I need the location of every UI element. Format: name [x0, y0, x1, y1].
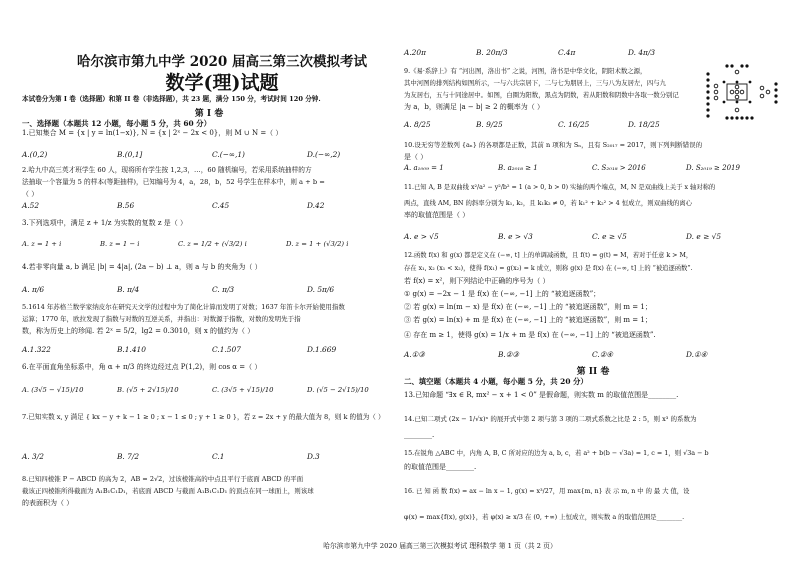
option: A. e > √5 — [404, 232, 439, 241]
question-9-options — [404, 120, 698, 129]
option: B. 7/2 — [117, 452, 140, 461]
option: B.56 — [117, 201, 135, 210]
option: B.1.410 — [117, 345, 146, 354]
option: C. e ≥ √5 — [592, 232, 627, 241]
question-9-line-4: 为 a，b，则满足 |a − b| ≥ 2 的概率为（ ） — [404, 103, 545, 111]
exam-note: 本试卷分为第 I 卷（选择题）和第 II 卷（非选择题），共 23 题，满分 150 分，考试时间 120 分钟. — [22, 95, 321, 103]
question-12-line-3: 若 f(x) = x²，则下列结论中正确的序号为（ ） — [404, 277, 550, 285]
question-8-line-2: 截该正四棱锥所得截面为 A₁B₁C₁D₁，若底面 ABCD 与截面 A₁B₁C₁D₁ 的顶点在同一球面上，则该球 — [22, 487, 314, 495]
question-12-statement-4: ④ 存在 m ≥ 1，使得 g(x) = 1/x + m 是 f(x) 在 (−∞, −1] 上的 “被追逐函数”. — [404, 331, 656, 339]
option: C. 16/25 — [558, 120, 590, 129]
question-8-options — [404, 48, 698, 57]
hetu-diagram — [702, 62, 782, 124]
option: C. S₂₀₁₈ > 2016 — [592, 164, 646, 172]
question-3-options — [22, 240, 396, 248]
option: C.(−∞,1) — [212, 150, 245, 159]
option: B. 9/25 — [476, 120, 503, 129]
question-8-line-1: 8.已知四棱锥 P − ABCD 的高为 2，AB = 2√2，过该棱锥高的中点且平行于底面 ABCD 的平面 — [22, 475, 304, 483]
subject-title: 数学(理)试题 — [165, 72, 279, 94]
option: A.①③ — [404, 350, 425, 359]
question-5-line-2: 运算；1770 年，欧拉发现了指数与对数的互逆关系，并指出：对数源于指数，对数的发明先于指 — [22, 315, 301, 323]
question-8-line-3: 的表面积为（ ） — [22, 499, 74, 507]
option: B. π/4 — [117, 285, 140, 294]
question-11-line-2: 两点，直线 AM, BN 的斜率分别为 k₁, k₂，且 k₁k₂ ≠ 0，若 k₁² + k₂² > 4 恒成立，则双曲线的离心 — [404, 199, 693, 207]
option: B. z = 1 − i — [100, 240, 140, 248]
option: D.(−∞,2) — [307, 150, 341, 159]
option: A. (3√5 − √15)/10 — [22, 386, 84, 394]
question-2-options — [22, 201, 396, 210]
question-11-line-1: 11.已知 A, B 是双曲线 x²/a² − y²/b² = 1 (a > 0, b > 0) 实轴的两个端点，M, N 是双曲线上关于 x 轴对称的 — [404, 184, 716, 191]
question-1: 1.已知集合 M = {x | y = ln(1−x)}, N = {x | 2ˣ − 2x < 0}，则 M ∪ N =（ ） — [22, 129, 283, 137]
question-4: 4.若非零向量 a, b 满足 |b| = 4|a|, (2a − b) ⊥ a，则 a 与 b 的夹角为（ ） — [22, 263, 262, 271]
option: B. a₂₀₁₈ ≥ 1 — [498, 164, 538, 172]
option: C.②④ — [592, 350, 613, 359]
option: A. 3/2 — [22, 452, 44, 461]
option: B.(0,1] — [117, 150, 143, 159]
question-11-options — [404, 232, 780, 241]
option: C. z = 1/2 + (√3/2) i — [178, 240, 247, 248]
volume-one-heading: 第 I 卷 — [194, 109, 224, 119]
option: C. (3√5 + √15)/10 — [212, 386, 274, 394]
option: D.42 — [307, 201, 325, 210]
question-15-line-2: 的取值范围是________. — [404, 463, 477, 471]
option: B. e > √3 — [498, 232, 533, 241]
question-10-options — [404, 164, 780, 172]
question-6: 6.在平面直角坐标系中，角 α + π/3 的终边经过点 P(1,2)，则 cos α =（ ） — [22, 363, 262, 371]
question-10-line-2: 是（ ） — [404, 153, 428, 161]
question-2-line-1: 2.哈九中高三英才班学生 60 人，现将所有学生按 1,2,3，…，60 随机编号，若采用系统抽样的方 — [22, 166, 312, 174]
option: B.②③ — [498, 350, 520, 359]
question-14-line-1: 14.已知二项式 (2x − 1/√x)ⁿ 的展开式中第 2 项与第 3 项的二项式系数之比是 2 : 5，则 x³ 的系数为 — [404, 415, 697, 423]
section-one-heading: 一、选择题（本题共 12 小题，每小题 5 分，共 60 分） — [22, 119, 211, 128]
question-14-line-2: ________. — [404, 431, 435, 439]
question-3: 3.下列选项中，满足 z + 1/z 为实数的复数 z 是（ ） — [22, 219, 187, 227]
option: C. π/3 — [212, 285, 235, 294]
option: C.1 — [212, 452, 225, 461]
question-2-line-3: （ ） — [22, 190, 39, 198]
question-4-options — [22, 285, 396, 294]
question-6-options — [22, 386, 396, 394]
option: A. a₁₀₀₉ = 1 — [404, 164, 444, 172]
option: C.45 — [212, 201, 230, 210]
question-7-options — [22, 452, 396, 461]
option: A. π/6 — [22, 285, 45, 294]
option: D. 5π/6 — [307, 285, 335, 294]
option: D. 18/25 — [628, 120, 660, 129]
question-9-line-1: 9.《易·系辞上》有 “河出图，洛出书” 之说，河图，洛书是中华文化，阴阳术数之源， — [404, 67, 647, 75]
option: A. 8/25 — [404, 120, 431, 129]
question-5-line-3: 数，称为历史上的珍闻. 若 2ˣ = 5/2，lg2 = 0.3010，则 x 的值约为（ ） — [22, 327, 255, 335]
question-12-line-1: 12.函数 f(x) 和 g(x) 都是定义在 (−∞, t] 上的单调减函数，且 f(t) = g(t) = M，若对于任意 k > M， — [404, 252, 693, 259]
question-12-statement-3: ③ 若 g(x) = ln(x) + m 是 f(x) 在 (−∞, −1] 上的 “被追逐函数”，则 m = 1； — [404, 316, 652, 324]
question-5-line-1: 5.1614 年苏格兰数学家纳皮尔在研究天文学的过程中为了简化计算而发明了对数；1637 年笛卡尔开始使用指数 — [22, 303, 345, 311]
question-13: 13.已知命题 “∃x ∈ R, mx² − x + 1 < 0” 是假命题，则实数 m 的取值范围是________. — [404, 391, 679, 399]
option: D. 4π/3 — [628, 48, 656, 57]
option: D.1.669 — [307, 345, 337, 354]
section-two-heading: 二、填空题（本题共 4 小题，每小题 5 分，共 20 分） — [404, 377, 588, 386]
option: D.①④ — [686, 350, 708, 359]
option: D. e ≥ √5 — [686, 232, 722, 241]
question-16-line-2: φ(x) = max{f(x), g(x)}，若 φ(x) ≥ x/3 在 (0, +∞) 上恒成立，则实数 a 的取值范围是________. — [404, 513, 685, 521]
option: A.(0,2) — [22, 150, 48, 159]
left-column — [22, 0, 396, 561]
question-2-line-2: 法抽取一个容量为 5 的样本(等距抽样)，已知编号为 4，a，28，b，52 号学生在样本中，则 a + b = — [22, 178, 325, 186]
option: C.4π — [558, 48, 576, 57]
question-12-statement-2: ② 若 g(x) = ln(m − x) 是 f(x) 在 (−∞, −1] 上的 “被追逐函数”，则 m = 1； — [404, 303, 652, 311]
option: B. 20π/3 — [476, 48, 508, 57]
option: A. z = 1 + i — [22, 240, 62, 248]
volume-two-heading: 第 II 卷 — [576, 367, 610, 377]
option: C.1.507 — [212, 345, 241, 354]
question-12-line-2: 存在 x₁, x₂ (x₁ < x₂)，使得 f(x₁) = g(x₂) = k 成立，则称 g(x) 是 f(x) 在 (−∞, t] 上的 “被追逐函数”. — [404, 265, 693, 272]
option: A.1.322 — [22, 345, 51, 354]
option: A.52 — [22, 201, 40, 210]
question-12-statement-1: ① g(x) = −2x − 1 是 f(x) 在 (−∞, −1] 上的 “被追逐函数”； — [404, 290, 601, 298]
question-9-line-2: 其中河图的排列结构如图所示，一与六共宗居下，二与七为朋居上，三与八为友居左，四与九 — [404, 79, 667, 87]
question-5-options — [22, 345, 396, 354]
question-7: 7.已知实数 x, y 满足 { kx − y + k − 1 ≥ 0 ; x − 1 ≤ 0 ; y + 1 ≥ 0 }，若 z = 2x + y 的最大值为 8，则 k 的值为（ ） — [22, 413, 385, 421]
school-title: 哈尔滨市第九中学 2020 届高三第三次模拟考试 — [77, 54, 367, 70]
option: D. S₂₀₁₉ ≥ 2019 — [686, 164, 740, 172]
option: D.3 — [307, 452, 320, 461]
question-1-options — [22, 150, 396, 159]
option: D. (√5 − 2√15)/10 — [307, 386, 369, 394]
question-12-options — [404, 350, 780, 359]
question-10-line-1: 10.设无穷等差数列 {aₙ} 的各项都是正数，其前 n 项和为 Sₙ，且有 S₂₀₁₇ = 2017，则下列判断错误的 — [404, 141, 703, 149]
option: B. (√5 + 2√15)/10 — [117, 386, 179, 394]
question-15-line-1: 15.在锐角 △ABC 中，内角 A, B, C 所对应的边为 a, b, c，若 a² + b(b − √3a) = 1, c = 1，则 √3a − b — [404, 449, 709, 457]
question-9-line-3: 为友居右，五与十同途居中。如图，白圈为阳数，黑点为阴数，若从阳数和阴数中各取一数分别记 — [404, 91, 679, 99]
page-footer: 哈尔滨市第九中学 2020 届高三第三次模拟考试 理科数学 第 1 页（共 2 页） — [323, 542, 557, 550]
question-16-line-1: 16. 已 知 函 数 f(x) = ax − ln x − 1, g(x) = x³/27，用 max{m, n} 表 示 m, n 中 的 最 大 值，设 — [404, 488, 690, 495]
option: A.20π — [404, 48, 426, 57]
question-11-line-3: 率的取值范围是（ ） — [404, 211, 470, 219]
option: D. z = 1 + (√3/2) i — [286, 240, 349, 248]
